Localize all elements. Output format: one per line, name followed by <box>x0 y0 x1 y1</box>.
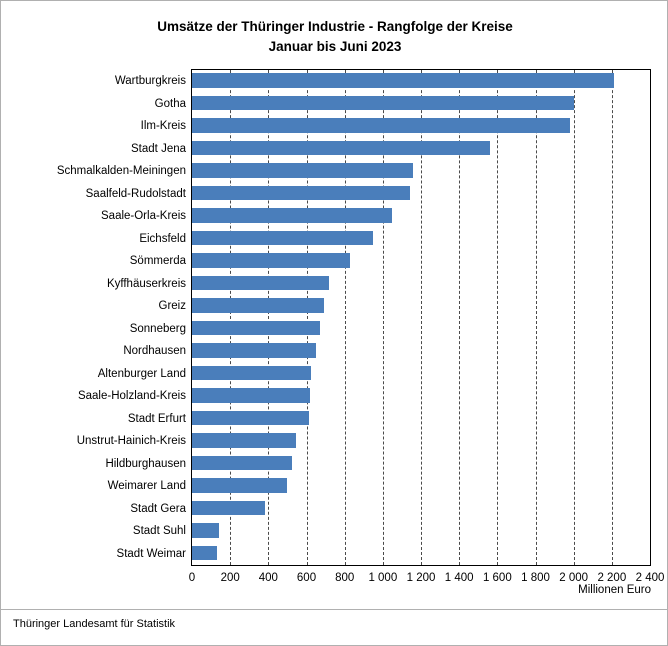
chart-title-line1: Umsätze der Thüringer Industrie - Rangfolge der Kreise <box>157 19 513 34</box>
bar <box>192 456 292 471</box>
bar <box>192 186 410 201</box>
category-label: Sonneberg <box>129 322 186 335</box>
x-tick-label: 2 400 <box>635 572 665 584</box>
category-label: Stadt Suhl <box>132 525 186 537</box>
bar-row <box>123 340 650 363</box>
category-label: Wartburgkreis <box>114 75 186 87</box>
bar-row <box>127 408 650 431</box>
bar-row <box>106 273 650 296</box>
bar <box>192 343 316 358</box>
x-tick-label: 200 <box>220 572 240 584</box>
category-label: Stadt Erfurt <box>127 412 186 425</box>
bar-row <box>154 93 650 116</box>
bar-row <box>116 543 650 566</box>
bar-row <box>85 183 650 206</box>
chart-title <box>1 17 668 57</box>
category-label: Schmalkalden-Meiningen <box>56 165 186 177</box>
bar <box>192 208 392 223</box>
category-label: Weimarer Land <box>107 480 186 492</box>
category-label: Altenburger Land <box>97 367 186 380</box>
bar-row <box>105 453 650 476</box>
bar-row <box>130 498 650 521</box>
chart-subtitle: Januar bis Juni 2023 <box>268 39 402 54</box>
bar-row <box>132 520 650 543</box>
bar <box>192 388 310 403</box>
bar-row <box>76 430 650 453</box>
bar-row <box>131 138 650 161</box>
bar <box>192 366 311 381</box>
bar <box>192 141 490 156</box>
bar <box>192 276 329 291</box>
category-label: Hildburghausen <box>105 457 186 470</box>
x-tick-label: 1 600 <box>482 572 512 584</box>
bar-row <box>114 70 650 93</box>
bar-row <box>56 160 650 183</box>
bar <box>192 298 324 313</box>
category-label: Saale-Orla-Kreis <box>101 210 186 222</box>
bar <box>192 163 413 178</box>
footer-divider <box>1 609 667 610</box>
bar <box>192 253 350 268</box>
x-tick-label: 2 000 <box>559 572 589 584</box>
bar <box>192 478 287 493</box>
category-label: Ilm-Kreis <box>140 120 186 132</box>
bar <box>192 231 373 246</box>
bar <box>192 321 320 336</box>
bar <box>192 523 219 538</box>
x-tick-label: 1 000 <box>368 572 398 584</box>
bar-row <box>97 363 650 386</box>
category-label: Stadt Weimar <box>116 547 186 560</box>
bar-row <box>129 318 650 341</box>
category-label: Sömmerda <box>129 255 186 267</box>
x-tick-label: 2 200 <box>597 572 627 584</box>
x-tick-label: 800 <box>335 572 355 584</box>
category-label: Stadt Jena <box>131 142 186 155</box>
x-tick-label: 400 <box>258 572 278 584</box>
category-label: Gotha <box>154 97 186 110</box>
bar <box>192 411 309 426</box>
bar-row <box>140 115 650 138</box>
category-label: Kyffhäuserkreis <box>106 277 186 290</box>
plot-area <box>56 69 651 566</box>
bar-row <box>158 295 650 318</box>
bar <box>192 546 217 561</box>
x-tick-label: 1 800 <box>521 572 550 584</box>
category-label: Nordhausen <box>123 345 186 357</box>
bar <box>192 501 265 516</box>
x-tick-label: 600 <box>296 572 317 584</box>
category-label: Eichsfeld <box>139 232 186 245</box>
x-tick-label: 1 400 <box>444 572 474 584</box>
category-label: Stadt Gera <box>130 502 186 515</box>
category-label: Saalfeld-Rudolstadt <box>85 187 186 200</box>
category-label: Unstrut-Hainich-Kreis <box>76 435 186 447</box>
bar <box>192 118 570 133</box>
bar-row <box>101 205 650 228</box>
bar-row <box>129 250 650 273</box>
x-tick-label: 1 200 <box>406 572 436 584</box>
bar <box>192 73 614 88</box>
x-tick-label: 0 <box>188 572 196 584</box>
bar-row <box>77 385 650 408</box>
bar-row <box>139 228 650 251</box>
source-note: Thüringer Landesamt für Statistik <box>13 618 176 630</box>
category-label: Greiz <box>158 300 186 312</box>
bar <box>192 96 574 111</box>
x-axis-title: Millionen Euro <box>578 584 651 596</box>
category-label: Saale-Holzland-Kreis <box>77 390 186 402</box>
bar-row <box>107 475 650 498</box>
bar <box>192 433 296 448</box>
